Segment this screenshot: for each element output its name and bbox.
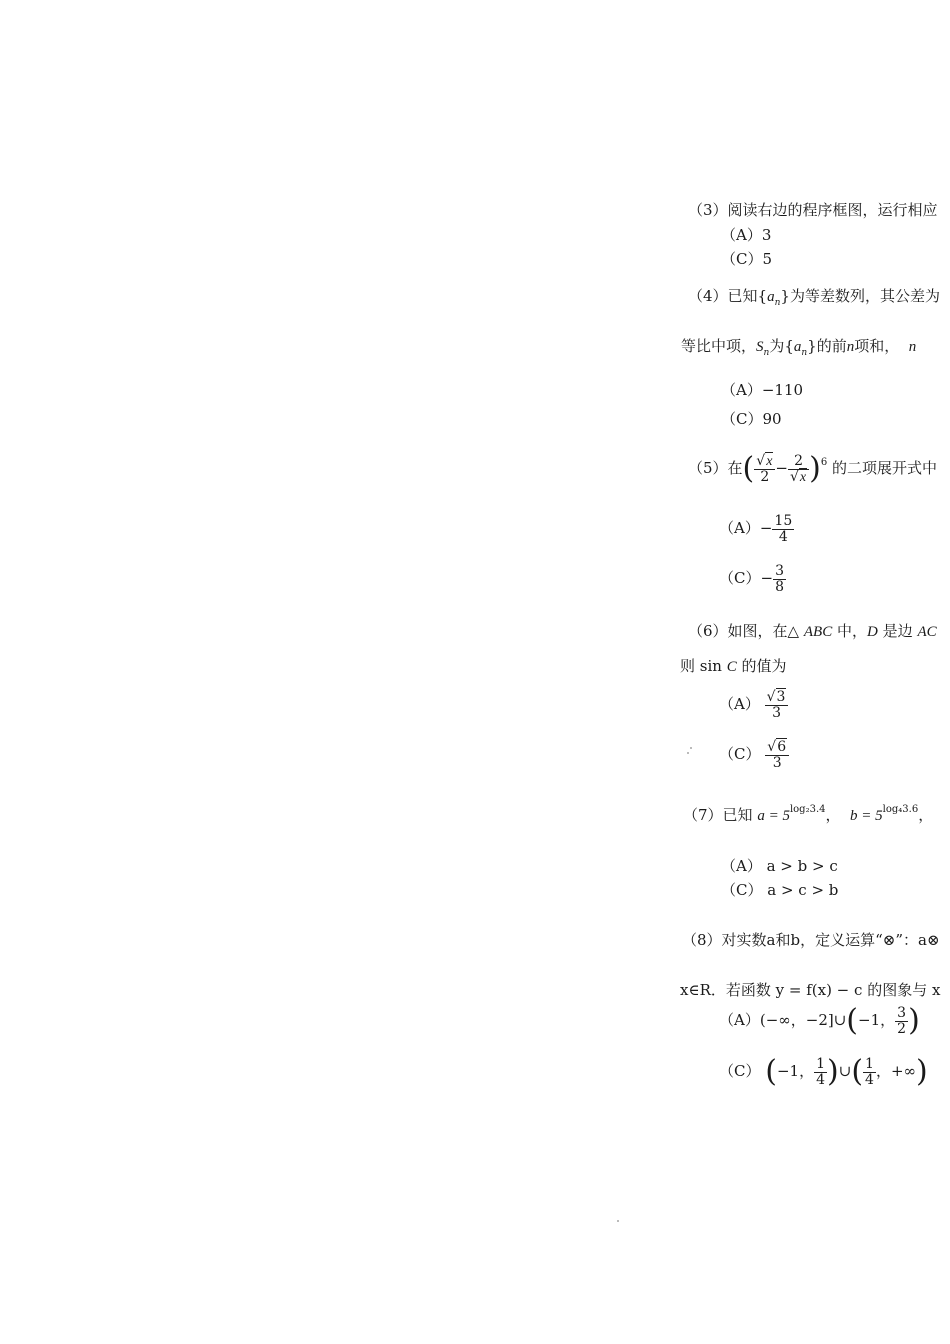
q6-option-c-denominator: 3	[772, 754, 782, 771]
q6-option-a-radicand: 3	[776, 688, 786, 705]
q5-option-c: （C）− $\frac{3}{8}$	[719, 562, 784, 595]
q5-option-c-label: （C）	[719, 569, 761, 587]
q6-stem-mid: 中，	[837, 622, 868, 640]
q8-option-a-numerator: 3	[897, 1004, 907, 1021]
q5-option-a-denominator: 4	[778, 528, 788, 545]
q4-line2-n: n	[846, 339, 855, 355]
q6-line2	[680, 657, 787, 676]
q8-option-c-numerator-2: 1	[865, 1055, 874, 1072]
q8-option-c-a: −1，	[776, 1062, 815, 1080]
q5-stem-pre: （5）在	[688, 459, 743, 477]
q7-b-expr: b = 5	[850, 808, 883, 824]
q4-line2-a: 等比中项，	[681, 337, 757, 355]
q8-option-a-left: −1，	[858, 1011, 896, 1029]
q4-stem: （4）已知$\{a_n\}$为等差数列，其公差为	[688, 287, 940, 308]
q5-stem: （5）在( $\frac{√x}{2}$ − $\frac{2}{√x}$ )$^6$ 的二项展开式中	[688, 451, 938, 486]
q8-option-a-label: （A）	[719, 1011, 760, 1029]
q8-option-c-denominator-1: 4	[816, 1071, 826, 1088]
scan-speck	[687, 752, 689, 754]
q6-option-c-label: （C）	[719, 745, 761, 763]
q6-line2-post: 的值为	[741, 657, 787, 675]
q6-option-c-radicand: 6	[777, 738, 787, 755]
q5-option-a-numerator: 15	[774, 512, 793, 529]
q5-option-c-denominator: 8	[775, 578, 784, 595]
q7-a-exponent: log₂3.4	[789, 804, 826, 815]
q6-option-c: （C） $\frac{√6}{3}$	[719, 734, 789, 774]
q4-stem-pre: （4）已知	[688, 287, 758, 305]
scan-speck	[617, 1220, 619, 1222]
scan-speck	[690, 747, 692, 749]
q8-option-c-b: ，+∞	[875, 1062, 917, 1080]
q7-a-expr: a = 5	[757, 808, 790, 824]
q6-stem	[688, 622, 937, 641]
q6-line2-c: C	[726, 659, 737, 675]
q6-stem-abc: ABC	[803, 624, 833, 640]
q8-option-c-numerator-1: 1	[816, 1055, 826, 1072]
q8-stem: （8）对实数a和b，定义运算“⊗”：a⊗	[682, 931, 940, 949]
q3-stem: （3）阅读右边的程序框图，运行相应	[688, 201, 938, 219]
q8-option-c-label: （C）	[719, 1062, 761, 1080]
q8-option-a: （A）(−∞，−2]∪(−1， $\frac{3}{2}$ )	[719, 1003, 920, 1038]
q3-option-a: （A）3	[721, 226, 772, 244]
q6-stem-ac: AC	[917, 624, 937, 640]
q5-option-a: （A）− $\frac{15}{4}$	[719, 512, 793, 545]
q7-option-a: （A） a > b > c	[721, 857, 838, 875]
q7-b-exponent: log₄3.6	[882, 804, 919, 815]
q4-line2-b: 为	[769, 337, 785, 355]
q6-option-a-denominator: 3	[772, 704, 781, 721]
q4-line2-d: 项和，	[854, 337, 900, 355]
q7-option-c: （C） a > c > b	[721, 881, 839, 899]
q8-option-c: （C） (−1， $\frac{1}{4}$ )∪( $\frac{1}{4}$ ，+∞)	[719, 1054, 928, 1089]
q6-stem-post: 是边	[882, 622, 913, 640]
q4-option-c: （C）90	[721, 410, 782, 428]
q5-option-c-numerator: 3	[775, 562, 784, 579]
q5-stem-post: 的二项展开式中	[832, 459, 938, 477]
q7-stem-pre: （7）已知	[683, 806, 753, 824]
q6-stem-d: D	[867, 624, 878, 640]
q8-line2: x∈R．若函数 y = f(x) − c 的图象与 x	[680, 981, 941, 999]
q6-line2-pre: 则 sin	[680, 657, 722, 675]
q6-stem-pre: （6）如图，在△	[688, 622, 800, 640]
q7-stem: （7）已知 $a = 5^{log_23.4}$， $b = 5^{log_43.6}$，	[683, 804, 934, 824]
q6-option-a-label: （A）	[719, 695, 760, 713]
q4-stem-post: 为等差数列，其公差为	[789, 287, 940, 305]
q4-line2-c: 的前	[816, 337, 847, 355]
q6-option-a: （A） $\frac{√3}{3}$	[719, 684, 788, 724]
q8-option-a-denominator: 2	[897, 1020, 907, 1037]
q3-option-c: （C）5	[721, 250, 773, 268]
q4-line2-e: n	[908, 339, 917, 355]
q5-option-a-label: （A）	[719, 519, 760, 537]
q8-option-c-denominator-2: 4	[865, 1071, 874, 1088]
q4-option-a: （A）−110	[721, 381, 804, 399]
q4-line2: 等比中项，$S_n$为$\{a_n\}$的前n项和， n	[681, 337, 917, 358]
q8-option-a-pre: (−∞，−2]∪	[759, 1011, 847, 1029]
